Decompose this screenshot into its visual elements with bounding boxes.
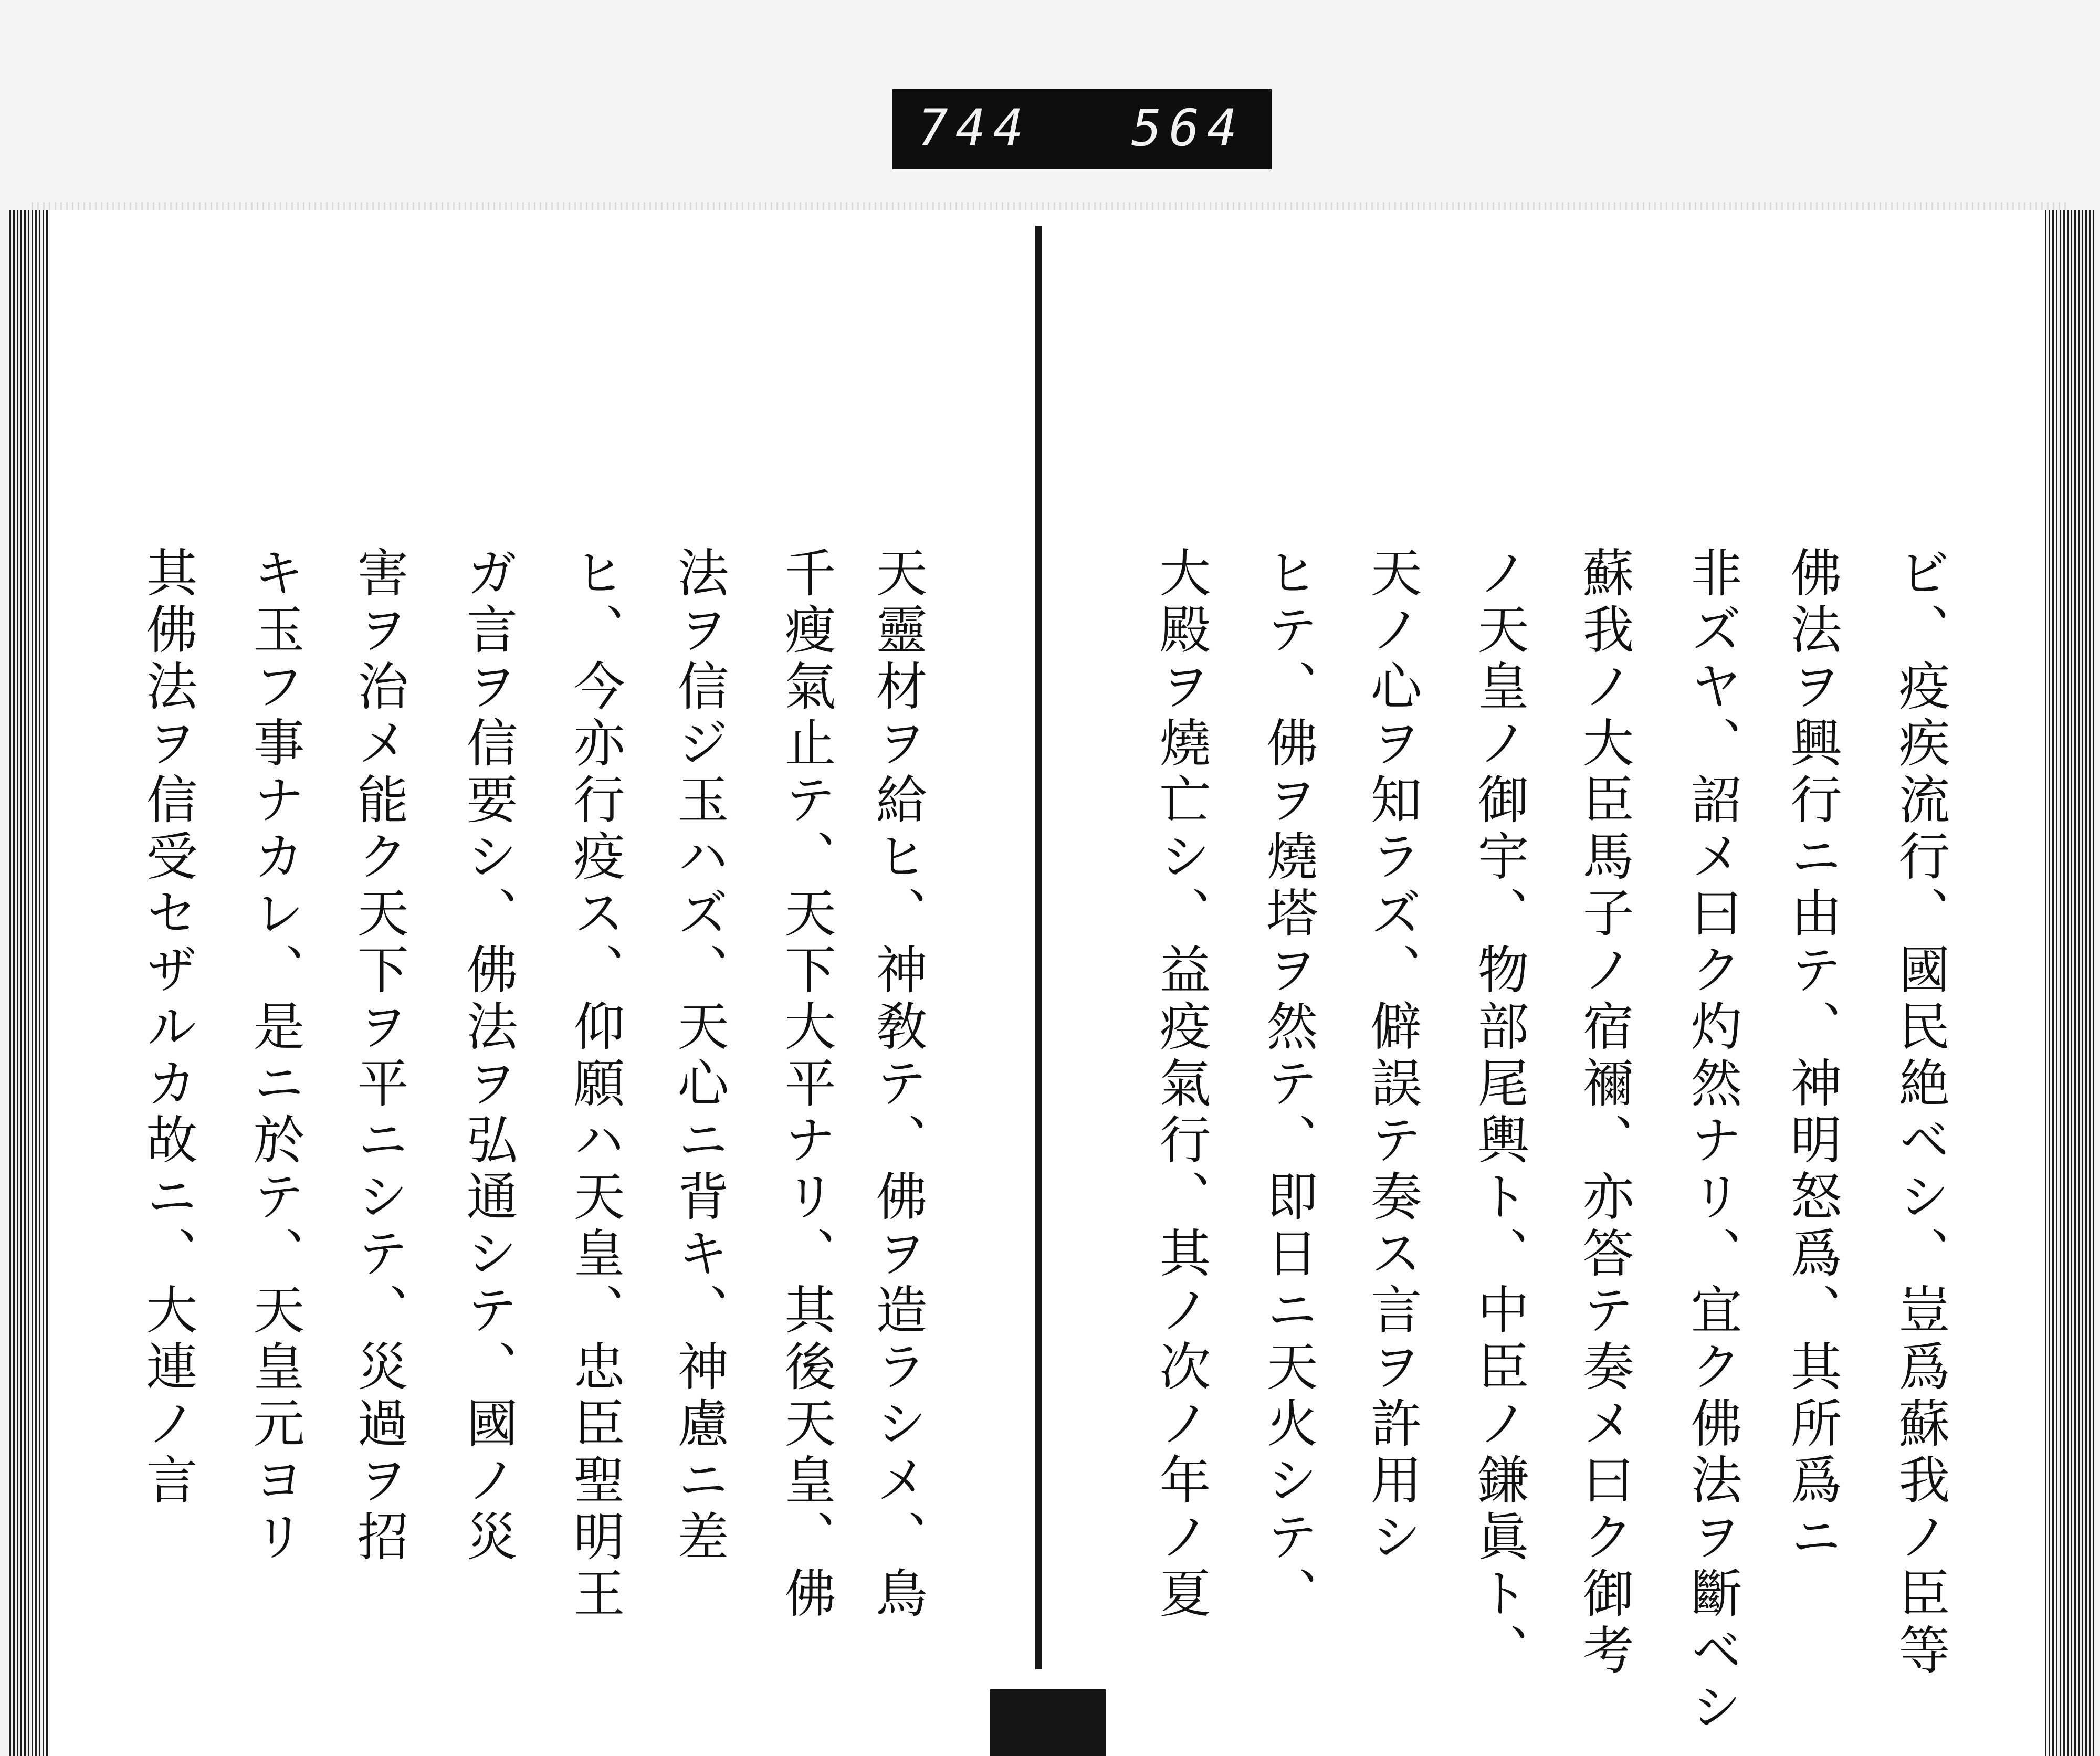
text-column: 法ヲ信ジ玉ハズ、天心ニ背キ、神慮ニ差	[669, 546, 729, 1566]
text-column: ノ天皇ノ御宇、物部尾輿ト、中臣ノ鎌眞ト、	[1469, 546, 1529, 1680]
text-column: ビ、疫疾流行、國民絶ベシ、豈爲蘇我ノ臣等	[1890, 546, 1950, 1680]
spine-bottom-block	[990, 1689, 1106, 1756]
text-column: 其佛法ヲ信受セザルカ故ニ、大連ノ言	[138, 546, 197, 1510]
text-column: ガ言ヲ信要シ、佛法ヲ弘通シテ、國ノ災	[458, 546, 518, 1566]
page-number-label	[892, 89, 1272, 169]
text-column: ヒ、今亦行疫ス、仰願ハ天皇、忠臣聖明王	[565, 546, 625, 1623]
text-column: ヒテ、佛ヲ燒塔ヲ然テ、即日ニ天火シテ、	[1258, 546, 1318, 1623]
text-column: 天ノ心ヲ知ラズ、僻誤テ奏ス言ヲ許用シ	[1362, 546, 1422, 1566]
label-number-right: 564	[1131, 99, 1245, 157]
right-page-edges	[2045, 210, 2095, 1756]
text-column: 非ズヤ、詔メ曰ク灼然ナリ、宜ク佛法ヲ斷ベシ	[1682, 546, 1742, 1737]
left-page-edges	[9, 210, 50, 1756]
text-column: 天靈材ヲ給ヒ、神敎テ、佛ヲ造ラシメ、鳥	[867, 546, 927, 1623]
text-column: 佛法ヲ興行ニ由テ、神明怒爲、其所爲ニ	[1782, 546, 1842, 1566]
text-column: キ玉フ事ナカレ、是ニ於テ、天皇元ヨリ	[245, 546, 304, 1566]
label-number-left: 744	[918, 99, 1031, 157]
text-column: 蘇我ノ大臣馬子ノ宿禰、亦答テ奏メ曰ク御考	[1574, 546, 1634, 1680]
spine-gutter	[1035, 226, 1042, 1669]
text-column: 大殿ヲ燒亡シ、益疫氣行、其ノ次ノ年ノ夏	[1151, 546, 1211, 1623]
text-column: 千瘦氣止テ、天下大平ナリ、其後天皇、佛	[776, 546, 836, 1623]
text-column: 害ヲ治メ能ク天下ヲ平ニシテ、災過ヲ招	[349, 546, 408, 1566]
